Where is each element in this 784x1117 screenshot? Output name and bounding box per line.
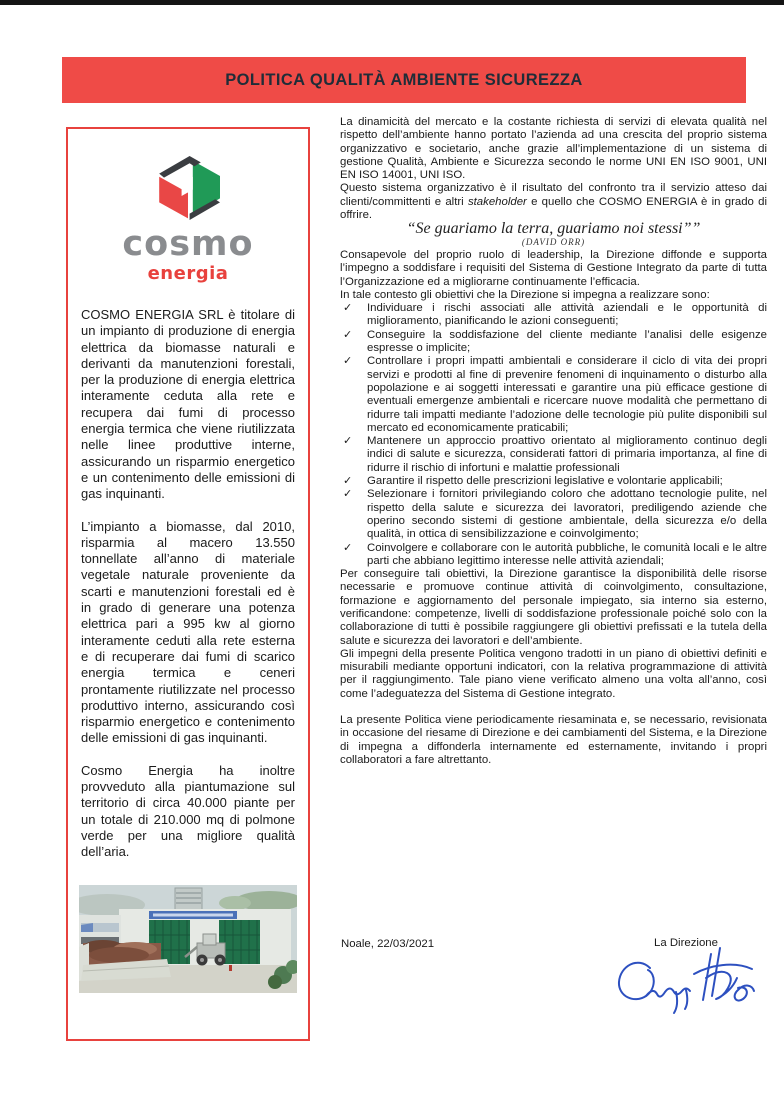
objective-item	[340, 488, 767, 541]
logo-wordmark: cosmo	[122, 224, 254, 264]
company-paragraph: COSMO ENERGIA SRL è titolare di un impianto di produzione di energia elettrica da biomasse naturali e derivanti da manutenzioni forestali, per la produzione di energia elettrica interamente ceduta alla rete e recupera dai fumi di processo energia termica che viene riutilizzata nelle linee produttive interne, assicurando un risparmio energetico e un contenimento delle emissioni di gas inquinanti.	[81, 307, 295, 502]
objective-item	[340, 475, 767, 488]
signature-scrawl-icon	[594, 942, 776, 1022]
policy-text-column	[340, 116, 767, 767]
earth-quote: “Se guariamo la terra, guariamo noi stessi””	[406, 220, 701, 238]
logo-subtitle: energia	[147, 263, 229, 284]
objectives-list	[340, 302, 767, 568]
title-banner	[62, 57, 746, 103]
objective-text: Controllare i propri impatti ambientali e considerare il ciclo di vita dei propri servizi e prodotti al fine di prevenire fenomeni di inquinamento o disturbo alla popolazione e ai soggetti interessati e garantire una più efficace gestione di eventuali emergenze ambientali e ricercare nuove modalità che permettano di ridurre tali impatti mediante l’adozione delle tecnologie più pulite disponibili sul mercato ed economicamente praticabili;	[367, 355, 767, 434]
objective-item	[340, 542, 767, 569]
signature-block	[594, 928, 776, 1023]
objective-item	[340, 329, 767, 356]
checkmark-icon: ✓	[343, 328, 353, 341]
checkmark-icon: ✓	[343, 475, 353, 488]
company-logo	[68, 151, 308, 283]
quote-attribution: (DAVID ORR)	[521, 236, 586, 247]
objective-text: Garantire il rispetto delle prescrizioni legislative e volontarie applicabili;	[367, 475, 723, 488]
company-panel	[66, 127, 310, 1041]
objective-text: Individuare i rischi associati alle attività aziendali e le opportunità di miglioramento, pianificando le azioni conseguenti;	[367, 302, 767, 328]
signature-label: La Direzione	[654, 937, 718, 949]
scan-edge-bar	[0, 0, 784, 5]
company-description	[68, 307, 308, 861]
company-paragraph: Cosmo Energia ha inoltre provveduto alla piantumazione sul territorio di circa 40.000 piante per un totale di 210.000 mq di polmone verde per una migliore qualità dell’aria.	[81, 762, 295, 860]
cosmo-cube-icon	[148, 151, 228, 225]
objective-text: Conseguire la soddisfazione del cliente mediante l’analisi delle esigenze espresse o implicite;	[367, 328, 767, 355]
intro-text: Questo sistema organizzativo è il risultato del confronto tra il servizio atteso dai clienti/committenti e altri	[340, 182, 767, 208]
revision-paragraph: La presente Politica viene periodicamente riesaminata e, se necessario, revisionata in occasione del riesame di Direzione e dei cambiamenti del Sistema, e la Direzione di impegna a diffonderla internamente ed esternamente, invitando i propri collaboratori a fare altrettanto.	[340, 714, 767, 766]
objective-item	[340, 302, 767, 329]
intro-paragraph	[340, 182, 767, 222]
company-paragraph: L’impianto a biomasse, dal 2010, risparmia al macero 13.550 tonnellate all’anno di materiale vegetale naturale proveniente da scarti e manutenzioni forestali ed è in grado di generare una potenza elettrica pari a 995 kw al giorno interamente ceduti alla rete esterna e di recuperare dai fumi di scarico energia termica e ceneri prontamente riutilizzate nel processo produttivo interno, assicurando così risparmio energetico e contenimento delle emissioni di gas inquinanti.	[81, 518, 295, 746]
biomass-plant-photo	[79, 885, 297, 993]
objective-item	[340, 435, 767, 475]
stakeholder-italic: stakeholder	[467, 195, 527, 208]
objective-text: Mantenere un approccio proattivo orientato al miglioramento continuo degli indici di salute e sicurezza, considerati fattori di primaria importanza, al fine di ridurre il rischio di infortuni e malattie professionali	[367, 435, 767, 474]
intro-text: e quello che COSMO ENERGIA è in grado di offrire.	[340, 195, 767, 222]
intro-paragraph: La dinamicità del mercato e la costante richiesta di servizi di elevata qualità nel rispetto dell’ambiente hanno portato l’azienda ad una crescita del proprio sistema organizzativo e societario, anche grazie all’implementazione di un sistema di gestione Qualità, Ambiente e Sicurezza secondo le norme UNI EN ISO 9001, UNI EN ISO 14001, UNI ISO.	[340, 116, 767, 182]
checkmark-icon: ✓	[343, 435, 353, 448]
objective-item	[340, 355, 767, 435]
closing-paragraph: Per conseguire tali obiettivi, la Direzione garantisce la disponibilità delle risorse necessarie e promuove continue attività di coinvolgimento, consultazione, formazione e aggiornamento del personale impiegato, sia interno sia esterno, verificandone: competenze, livelli di soddisfazione professionale poiché solo con la collaborazione di tutti è possibile raggiungere gli obiettivi prefissati e la tutela della salute e sicurezza dei lavoratori e dell’ambiente.	[340, 568, 767, 647]
objective-text: Selezionare i fornitori privilegiando coloro che adottano tecnologie pulite, nel rispetto della salute e sicurezza dei lavoratori, prediligendo aziende che operino secondo sistemi di gestione ambientale, della sicurezza e/o della qualità, in ottica di sensibilizzazione e coinvolgimento;	[367, 488, 767, 541]
checkmark-icon: ✓	[343, 541, 353, 554]
checkmark-icon: ✓	[343, 302, 353, 315]
date-place: Noale, 22/03/2021	[341, 938, 435, 950]
leadership-paragraph: Consapevole del proprio ruolo di leadership, la Direzione diffonde e supporta l’impegno a soddisfare i requisiti del Sistema di Gestione Integrato da parte di tutta l’Organizzazione ed a migliorarne continuamente l’efficacia.	[340, 248, 767, 288]
page-title: POLITICA QUALITÀ AMBIENTE SICUREZZA	[225, 70, 583, 89]
checkmark-icon: ✓	[343, 488, 353, 501]
closing-paragraph: Gli impegni della presente Politica vengono tradotti in un piano di obiettivi definiti e misurabili mediante opportuni indicatori, con la relativa programmazione di attività per il raggiungimento. Tale piano viene verificato almeno una volta all’anno, così come l’adeguatezza del Sistema di Gestione integrato.	[340, 647, 767, 700]
checkmark-icon: ✓	[343, 355, 353, 368]
objectives-intro: In tale contesto gli obiettivi che la Direzione si impegna a realizzare sono:	[340, 288, 710, 301]
objective-text: Coinvolgere e collaborare con le autorità pubbliche, le comunità locali e le altre parti che abbiano legittimo interesse nelle attività aziendali;	[367, 541, 767, 567]
